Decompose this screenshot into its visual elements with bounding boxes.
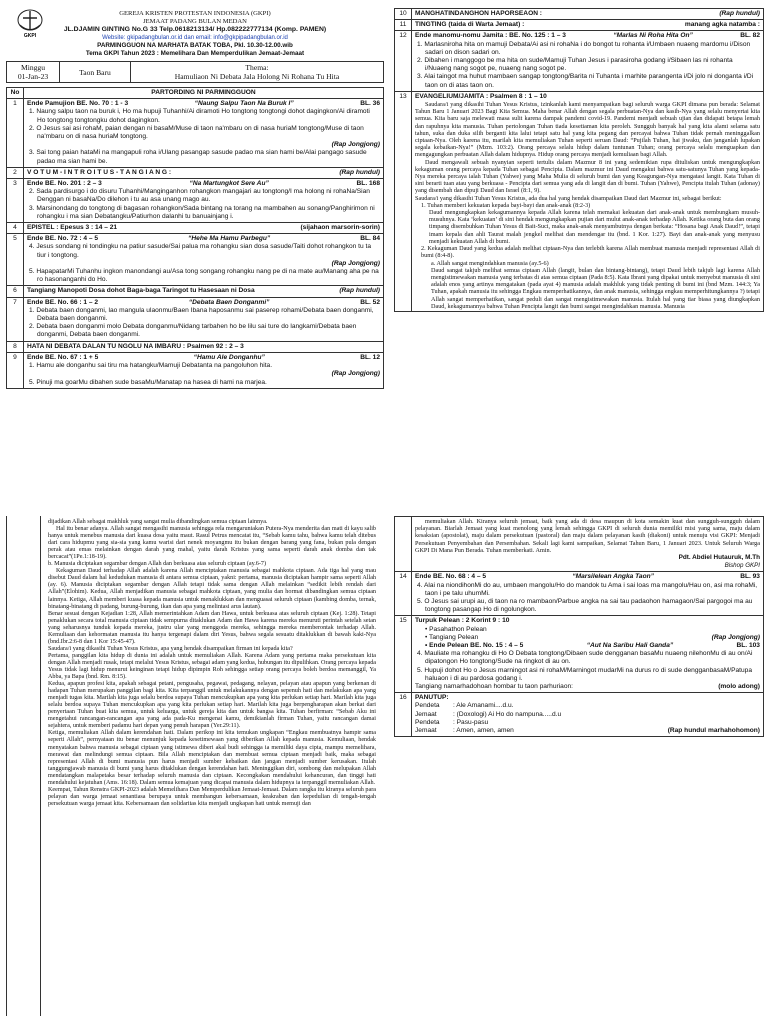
hymn-ref: Ende Pamujion BE. No. 70 : 1 - 3 bbox=[27, 100, 129, 108]
hymn-ref: Ende BE. No. 68 : 4 – 5 bbox=[415, 573, 487, 581]
verse-line: 4. Alai na niondihonMi do au, umbaen mangolu/Ho do mandok tu Ama i sai loas ma mangolu/Hau on, asi ma rohaMi, taon i pe talu uhumMi. bbox=[417, 581, 758, 597]
thema-text: Hamuliaon Ni Debata Jala Holong Ni Rohana Tu Hita bbox=[174, 72, 340, 81]
row-number: 8 bbox=[7, 341, 24, 352]
posture-note: (Rap Jongjong) bbox=[331, 141, 380, 149]
verse-line: 1. Hamu ale donganhu sai tiru ma hatangku/Mamuji Debatanta na pangoluhon hita. bbox=[29, 362, 273, 370]
list-item: • Pasahathon Pelean bbox=[425, 625, 487, 633]
posture-note: (Rap Jongjong) bbox=[331, 370, 380, 378]
sermon-subpoint: a. Allah sangat mengindahkan manusia (ay.5-6) bbox=[431, 259, 549, 267]
verse-line: 1. Naung salpu taon na buruk i, Ho ma hupuji Tuhanhi/Ai diramoti Ho tongtong tongtongi dohot dagingkon/Ai diramoti Ho tongtong tongtongku dohot dagingkon. bbox=[29, 108, 370, 124]
table-row bbox=[7, 167, 384, 178]
table-row bbox=[7, 99, 384, 168]
sermon-paragraph: Saudara/i yang dikasihi Tuhan Yesus Kristus, ada dua hal yang hendak disampaikan Daud dari Mazmur ini, sebagai berikut: bbox=[415, 194, 722, 202]
hymn-bl: BL. 12 bbox=[360, 353, 380, 361]
posture-note: (Rap hundul) bbox=[719, 10, 760, 17]
sermon-paragraph: Keempat, Tahun Renstra GKPI-2023 adalah Memelihara Dan Memperdulikan Jemaat-Jemaat. Dalam rangka itu kiranya seluruh para pelayan dan warga jemaat senantiasa berupaya untuk membangun kebersamaan, keakraban dan kepedulian di tengah-tengah persekutuan warga jemaat kita. Kebersamaan dan solidaritas kita menjadi ungkapan hati untuk memuji dan bbox=[48, 786, 376, 807]
liturgy-table-3 bbox=[394, 516, 764, 737]
posture-note: (Rap hundul marhahohomon) bbox=[667, 727, 760, 735]
hymn-title: “Naung Salpu Taon Na Buruk I” bbox=[194, 100, 294, 108]
preacher-name: Pdt. Abdiel Hutauruk, M.Th bbox=[678, 554, 760, 562]
row-number: 13 bbox=[395, 91, 412, 311]
sermon-body-continued bbox=[6, 516, 384, 808]
sermon-subpoint: b. Manusia diciptakan segambar dengan Allah dan berkuasa atas seluruh ciptaan (ay.6-7) bbox=[48, 561, 267, 568]
posture-note: (Rap hundul) bbox=[339, 168, 380, 176]
speaker-label: Jemaat bbox=[415, 727, 437, 735]
row-number: 5 bbox=[7, 234, 24, 286]
sermon-paragraph: memuliakan Allah. Kiranya seluruh jemaat, baik yang ada di desa maupun di kota semakin kuat dan sungguh-sungguh dalam pelayanan. Biarlah Jemaat yang kuat menolong yang lemah sehingga GKPI di seluruh dunia memiliki misi yang sama, maju dalam kesaksian (apostolat), maju dalam persekutuan (pastoral) dan maju dalam pelayanan kasih (diakoni) untuk menuju visi GKPI: Menjadi Persekutuan Penyembahan dan Persembahan. Sekali lagi kami sampaikan, Selamat Tahun Baru, 1 Januari 2023. Untuk Seluruh Warga GKPI Di Mana Pun Berada. Tuhan memberkati. Amin. bbox=[415, 518, 760, 554]
verse-line: 2. O Jesus sai asi rohaM, paian dengan ni basaM/Muse di taon na'mbaru on di nasa huriaM tongtong/Muse di taon na'mbaru on di nasa huriaM tongtong. bbox=[29, 124, 364, 141]
table-row bbox=[395, 693, 764, 737]
prayer-note: Tangiang namarhadohoan hombar tu taon parhuriaon: bbox=[415, 683, 573, 691]
offering-step: Pasahathon Pelean bbox=[429, 625, 487, 633]
table-row bbox=[395, 31, 764, 91]
hymn-title: “Aut Na Saribu Hali Ganda” bbox=[586, 642, 674, 650]
hymn-title: “Marlas Ni Roha Hita On” bbox=[613, 32, 693, 40]
verse-line: 4. Mauliate ma rohangku di Ho O Debata tongtong/Dibaen sude dengganan basaMu nuaeng nilehonMu di au on/Ai dipatongon Ho tongtong/Sude na ringkot di au on. bbox=[417, 650, 753, 666]
verse-line: 3. Marsinondang do tongtong di bagasan rohangkon/Sada bintang na torang na mambahen au sonang/Panghirimon ni rohangku i ma sian Debatangku/Patiurhon dalanhi tu banuainjang i. bbox=[29, 204, 375, 220]
hymn-bl: BL. 168 bbox=[356, 180, 380, 188]
offering-title: Turpuk Pelean : 2 Korint 9 : 10 bbox=[415, 617, 510, 625]
verse-line: 3. Alai taingot ma huhut mambaen sangap tongtong/Barita ni Tuhanta i marhite parangenta i/Di jolo ni donganta i/Di taon on di atas taon on. bbox=[417, 73, 754, 89]
sermon-paragraph: Ketiga, memuliakan Allah dalam kerendahan hati. Dalam perikop ini kita temukan ungkapan “Engkau membuatnya hampir sama seperti Allah”, pernyataan itu benar menunjuk kepada kesetimewaan yang diberikan Allah kepada manusia. Kemuliaan, hendak menyatakan bahwa manusia sebagai ciptaan yang istimewa diberi akal budi sehingga ia memiliki daya cipta, mampu memelihara, merawat dan melindungi semua ciptaan. Bila Allah menciptakan dan membuat semua ciptaan menjadi baik, maka sebagai representasi Allah di bumi manusia pun harus menjadi sumber kebaikan dan jangan menjadi sumber kerusakan. Itulah tanggungjawab manusia di bumi yang harus ditaklukan dengan kerendahan hati. Meninggikan diri, sombong dan melupakan Allah mendatangkan malapetaka besar terhadap seluruh manusia dan ciptaan. Kecongkakan mendahului kehancuran, dan tinggi hati mendahului kejatuhan (Ams. 16:18). Dalam semua kemajuan yang dicapai manusia dalam hidupnya ia terpanggil memuliakan Allah. bbox=[48, 730, 376, 786]
church-header bbox=[6, 8, 384, 58]
speaker-line: : Ale Amanami....d.u. bbox=[453, 702, 514, 710]
preacher-role: Bishop GKPI bbox=[724, 562, 760, 570]
sermon-paragraph: Benar sesuai dengan Kejadian 1:28, Allah memerintahkan Adam dan Hawa, untuk berkuasa atas seluruh ciptaan (Kej. 1:28). Tetapi penaklukan secara total manusia ciptaan tidak sempurna ditaklukan Adam dan Hawa karena mereka menuruti perintah setelah setan yang seharusnya tunduk kepada mereka, justru ular yang menggoda mereka, sehingga mereka memberontak terhadap Allah. Kemuliaan dan kehormatan manusia itu hanya tergenapi dalam diri Yesus, bahwa segala sesuatu ditaklukkan di bawah kaki-Nya (bnd.Ibr.2:6-8 dan 1 Kor 15:45-47). bbox=[48, 610, 376, 645]
liturgy-item-title: Tangiang Manopoti Dosa dohot Baga-baga Taringot tu Hasesaan ni Dosa bbox=[27, 287, 255, 295]
speaker-label: Pendeta bbox=[415, 702, 440, 710]
table-row bbox=[395, 572, 764, 616]
verse-line: 2. Debata baen donganmi molo Debata donganmu/Nidang tarbahen ho be lilu sai ture do langkami/Debata baen donganmi, Debata baen donganmi. bbox=[29, 323, 357, 339]
verse-line: 1. Marlasniroha hita on mamuji Debata/Ai asi ni rohaNa i do bongot tu rohanta i/Umbaen nuaeng mardomu i/Dison sadari on dison sadari on. bbox=[417, 40, 751, 56]
row-number: 6 bbox=[7, 286, 24, 297]
service-meta-table bbox=[6, 61, 384, 83]
row-number: 15 bbox=[395, 616, 412, 693]
row-number: 14 bbox=[395, 572, 412, 616]
verse-line: 1. Debata baen donganmi, lao mangula ulaonmu/Baen Ibana haposanmu sai paserep rohami/Debata baen donganmi, Debata baen donganmi. bbox=[29, 306, 374, 323]
table-row bbox=[395, 9, 764, 20]
closing-title: PANUTUP: bbox=[415, 694, 449, 702]
hymn-bl: BL. 82 bbox=[740, 32, 760, 40]
liturgy-item-title: MANGHATINDANGHON HAPORSEAON : bbox=[415, 10, 542, 17]
sermon-body bbox=[415, 101, 760, 310]
hymn-ref: Ende Pelean BE. No. 15 : 4 – 5 bbox=[429, 642, 524, 650]
minggu-label: Minggu bbox=[20, 63, 46, 72]
verse-line: 2. Sada pardisurgo i do disuru Tuhanhi/Manginganhon rohangkon mangajari au tongtong/I ma holong ni rohaNa/Sian Denggan ni basaNa/Do dilehon i tu au asa unang mago au. bbox=[29, 188, 370, 204]
table-row bbox=[395, 91, 764, 311]
hymn-bl: BL. 52 bbox=[360, 298, 380, 306]
page-liturgy-1 bbox=[6, 8, 384, 488]
hymn-title: “Marsilelean Angka Taon” bbox=[572, 573, 654, 581]
church-website[interactable]: Website: gkipadangbulan.or.id dan email: info@gkpipadangbulan.or.id bbox=[102, 35, 288, 41]
row-number: 4 bbox=[7, 223, 24, 234]
hymn-title: “Hamu Ale Donganhu” bbox=[193, 353, 265, 361]
hymn-bl: BL. 93 bbox=[740, 573, 760, 581]
sermon-paragraph: Kekaguman Daud terhadap Allah adalah karena Allah menciptakan manusia sebagai mahkota ciptaan. Ada tiga hal yang mau disebut Daud dalam hal kedudukan manusia di antara semua ciptaan, yakni: pertama, manusia diciptakan hampir sama seperti Allah (ay. 6). Manusia diciptakan segambar dengan Allah tetapi tidak sama dengan Allah melainkan “sedikit lebih rendah dari Allah”(Elohim). Kedua, Allah menjadikan manusia sebagai mahkota ciptaan, yang mulia dan hormat dibandingkan semua ciptaan lainnya. Ketiga, Allah memberi kuasa kepada manusia untuk menaklukkan dan menguasai seluruh ciptaan (kambing domba, ternak, binatang-binatang di padang, burung-burung, ikan dan apa yang melintasi arus lautan). bbox=[48, 568, 376, 610]
liturgy-item-title: TINGTING (taida di Warta Jemaat) : bbox=[415, 21, 525, 29]
list-item bbox=[415, 711, 760, 719]
table-row bbox=[395, 517, 764, 572]
thema-label: Thema: bbox=[245, 63, 269, 72]
page-sermon-continued bbox=[6, 516, 384, 1016]
sermon-paragraph: Daud sangat takjub melihat semua ciptaan Allah (langit, bulan dan bintang-bintang), tetapi Daud lebih takjub lagi karena Allah mengistimewakan manusia yang terbatas di atas semua ciptaan (Pada 8:5). Kata Ibrani yang dipakai untuk menyebut manusia di sini adalah enos yang artinya mengatakan (pada ayat 4) manusia adalah makhluk yang tidak penting di bumi ini (bnd Mzm. 144:3; Ya Tuhan, apakah manusia itu sehingga Engkau memperhatikannya, dan anak manusia, sehingga engkau memperhitungkannya ?) tetapi Allah sangat memperhatikan, sangat peduli dan sangat mengistimewakan manusia. Itulah hal yang tiar biasa yang diungkapkan Daud, kekagumannya bahwa Tuhan Pencipta langit dan bumi sangat mengindahkan manusia. Manusia bbox=[431, 266, 760, 310]
posture-note: (Rap hundul) bbox=[339, 287, 380, 295]
row-number: 7 bbox=[7, 297, 24, 341]
posture-note: (Rap Jongjong) bbox=[331, 259, 380, 267]
row-number: 10 bbox=[395, 9, 412, 20]
liturgy-item-title: HATA NI DEBATA DALAN TU NGOLU NA IMBARU : Psalmen 92 : 2 – 3 bbox=[27, 342, 244, 350]
gkpi-logo-icon bbox=[14, 8, 46, 38]
church-name: GEREJA KRISTEN PROTESTAN INDONESIA (GKPI) bbox=[119, 10, 271, 17]
list-item bbox=[415, 702, 760, 710]
speaker-line: : Pasu-pasu bbox=[453, 718, 489, 726]
hymn-ref: Ende manomu-nomu Jamita : BE. No. 125 : 1 – 3 bbox=[415, 32, 566, 40]
verse-line: 2. Dibahen i manggogo be ma hita on sude/Mamuji Tuhan Jesus i parasiroha godang i/Sibaen las ni rohanta i/Nuaeng nang sogot pe, nuaeng nang sogot pe. bbox=[417, 57, 733, 73]
announcement-note: manang agka natamba : bbox=[684, 21, 760, 29]
speaker-label: Pendeta bbox=[415, 718, 440, 726]
hymn-ref: Ende BE. No. 67 : 1 + 5 bbox=[27, 353, 99, 361]
hymn-ref: Ende BE. No. 72 : 4 – 5 bbox=[27, 235, 99, 243]
hymn-title: “Debata Baen Donganmi” bbox=[188, 298, 270, 306]
table-row bbox=[7, 223, 384, 234]
posture-note: (sijahaon marsorin-sorin) bbox=[300, 224, 380, 232]
row-number: 9 bbox=[7, 352, 24, 388]
service-info: PARMINGGUON NA MARHATA BATAK TOBA, Pkl. 10.30-12.00.wib bbox=[97, 42, 293, 49]
verse-line: 3. Sai tong paian hataMi na mangapuli roha i/Ulang pasangap sasude padao ma sian hami be/Alai pangago sasude padao ma sian hami be. bbox=[29, 149, 367, 165]
congregation-name: JEMAAT PADANG BULAN MEDAN bbox=[143, 18, 247, 25]
row-number: 1 bbox=[7, 99, 24, 168]
verse-line: 5. Hupuji dohot Ho o Jesus marningot asi ni rohaM/Marningot mudarMi na durus ro di sude dengganbasaM/Patupa haluaon i di au pardosa godang i. bbox=[417, 666, 753, 682]
church-address: JL.DJAMIN GINTING No.G 33 Telp.0618213134/ Hp.082222777134 (Komp. PAMEN) bbox=[63, 26, 327, 33]
table-row bbox=[7, 286, 384, 297]
sermon-paragraph: Hal itu benar adanya. Allah sangat mengasihi manusia sehingga rela mengaruniakan Putera-Nya menderita dan mati di kayu salib hanya untuk menebus manusia dari kuasa dosa yaitu maut. Rasul Petrus mencatat itu, “Sebab kamu tahu, bahwa kamu telah ditebus dari cara hidupmu yang sia-sia yang kamu warisi dari nenek moyangmu itu bukan dengan barang yang fana, bukan pula dengan perak atau emas melainkan dengan darah yang mahal, yaitu darah Kristus yang sama seperti darah anak domba dan tak bercacat”(1Pe.1:18-19). bbox=[48, 526, 376, 561]
row-number: 3 bbox=[7, 179, 24, 223]
page-liturgy-2 bbox=[394, 8, 764, 488]
list-item bbox=[415, 719, 760, 727]
row-number: 11 bbox=[395, 20, 412, 31]
speaker-line: : Amen, amen, amen bbox=[453, 727, 514, 735]
sermon-paragraph: Saudara/i yang dikasihi Tuhan Yesus Kristus, izinkanlah kami menyampaikan bagi seluruh warga GKPI dimana pun berada: Selamat Tahun Baru 1 Januari 2023 Bagi Kita Semua. Maha benar Allah dengan segala perbuatan-Nya dan kasih-Nya yang selalu menyertai kita semua. Kita baru saja melewati masa sulit karena dampak pandemi covid-19. Pandemi menjadi sebuah ujian dan didapati betapa lemah dan rapuhnya kita manusia. Tuhan pertolongan Tuhan tiada kesetiaman kita peroleh. Sungguh banyak hal yang kita alami selama satu tahun, suka dan duka silih berganti kita lalui tetapi satu hal yang kita pegang dan percayai bahwa Tuhan tidak pernah meninggalkan ciptaan-Nya. Oleh karena itu, marilah kita memuliakan Tuhan seperti seruan Daud: “Pujilah Tuhan, hai jiwaku, dan janganlah lupakan segala kebaikan-Nya!” (Mzm. 103:2). Orang percaya selalu hidup dalam tuntunan Tuhan; orang percaya selalu menguapkan dan mengagungkan perbuatan Allah dalam hidupnya. Hidup orang percaya menjadi kemuliaan bagi Allah. bbox=[415, 101, 760, 159]
hymn-bl: BL. 103 bbox=[736, 642, 760, 650]
hymn-bl: BL. 36 bbox=[360, 100, 380, 108]
sunday-name: Taon Baru bbox=[60, 62, 131, 83]
hymn-title: “Na Martungkot Sere Au” bbox=[189, 180, 269, 188]
row-number: 2 bbox=[7, 167, 24, 178]
page-liturgy-3 bbox=[394, 516, 764, 1016]
hymn-bl: BL. 84 bbox=[360, 235, 380, 243]
sermon-paragraph: Kedua, apapun profesi kita, apakah sebagai petani, pengusaha, pegawai, pedagang, nelayan, pelayan atau apapun yang berkenan di hadapan Tuhan merupakan panggilan bagi kita. Kita terpanggil untuk melakukannya dengan sepenuh hati dan melakukan apa yang menjadi tugas kita. Marilah kita juga selalu berdoa supaya Tuhan mencukupkan apa yang kita perlukan setiap hari. Marilah kita juga selalu berdoa supaya Tuhan mencukupkan apa yang kita perlukan setiap hari. Marilah kita juga berpengharapan akan berkat dari penyertaan Tuhan buat kita semua, untuk keluarga, untuk gereja kita dan untuk bangsa kita. Tuhan berfirman: “Sebab Aku ini mengetahui rancangan-rancangan apa yang ada pada-Ku mengenai kamu, demikianlah firman Tuhan, yaitu rancangan damai sejahtera, untuk memberi padamu hari depan yang penuh harapan (Yer.29:11). bbox=[48, 681, 376, 730]
liturgy-item-title: EPISTEL : Epesus 3 : 14 – 21 bbox=[27, 224, 118, 232]
sermon-paragraph: Pertama, panggilan kita hidup di dunia ini adalah untuk memuliakan Allah. Karena Adam yang pertama maka persekutuan kita dengan Allah menjadi rusak, tetapi melalui Yesus Kristus, sebagai adam yang kedua, hubungan itu dipulihkan. Orang percaya kepada Yesus tidak lagi hidup menurut keinginan tetapi hidup dipimpin Roh sehingga setiap orang percaya boleh berdoa memanggil, Ya Abba, ya Bapa (bnd. Rm. 8:15). bbox=[48, 652, 376, 681]
hymn-ref: Ende BE. No. 201 : 2 – 3 bbox=[27, 180, 102, 188]
table-row bbox=[7, 297, 384, 341]
list-item bbox=[415, 727, 760, 735]
liturgy-table bbox=[6, 87, 384, 389]
col-no-header: No bbox=[7, 88, 24, 99]
sermon-closing bbox=[415, 518, 760, 554]
table-row bbox=[7, 341, 384, 352]
verse-line: 5. O Jesus sai urupi au, di taon na ro mambaon/Parbue angka na sai tau padaohon hamagaon/Sai pargogoi ma au tongtong pasangap Ho di ngolungkon. bbox=[417, 598, 753, 614]
year-theme: Tema GKPI Tahun 2023 : Memelihara Dan Memperdulikan Jemaat-Jemaat bbox=[85, 50, 305, 57]
sermon-point: 1. Tuhan memberi kekuatan kepada bayi-bayi dan anak-anak (8:2-3) bbox=[421, 201, 591, 209]
sermon-paragraph: Daud mengungkapkan kekagumannya kepada Allah karena telah memakai kekuatan dari anak-anak untuk membungkam musuh-musuhnya. Kata ‘kekuatan’ di sini hendak mengungkapkan pujian dari mulut anak-anak terhadap Allah. Ketika orang buta dan orang timpang disembuhkan Tuhan Yesus di Bait-Suci, maka anak-anak menyambutnya dengan berkata: “Hosana bagi Anak Daud!”, tetapi imam kepala dan ahli Taurat malah jengkel melihat dan mendengar itu (bnd. 1 Kor. 1:27). Bayi dan anak-anak yang menyusu menjadi kekuatan Allah di bumi. bbox=[429, 209, 760, 245]
row-number: 16 bbox=[395, 693, 412, 737]
table-row bbox=[7, 352, 384, 388]
speaker-line: : (Doxologi) Ai Ho do nampuna.....d.u bbox=[453, 710, 562, 718]
speaker-label: Jemaat bbox=[415, 710, 437, 718]
list-item: • Tangiang Pelean (Rap Jongjong) bbox=[425, 633, 760, 641]
list-item: • Ende Pelean BE. No. 15 : 4 – 5 “Aut Na Saribu Hali Ganda” BL. 103 bbox=[425, 642, 760, 650]
verse-line: 4. Jesus sondang ni tondingku na patiur sasude/Sai palua ma rohangku sian dosa sasude/Taiti dohot rohangkon tu ta tiur i tongtong. bbox=[29, 243, 372, 259]
offering-step: Tangiang Pelean bbox=[429, 633, 479, 641]
sermon-paragraph: Saudara/i yang dikasihi Tuhan Yesus Kristus, apa yang hendak disampaikan firman ini kepada kita? bbox=[48, 645, 293, 652]
posture-note: (Rap Jongjong) bbox=[711, 633, 760, 641]
sermon-paragraph: Daud mengawali sebuah nyanyian seperti tertulis dalam Mazmur 8 ini yang sedemikian rupa dituliskan untuk mengungkapkan kekaguman orang percaya kepada Tuhan sebagai Pencipta. Dalam mazmur ini Daud mengakui bahwa satu-satunya Tuhan yang kepada-Nya mereka percaya ialah Tuhan (Yahwe) yang Maha Mulia di seluruh bumi dan yang Keagungan-Nya mengatasi langit. Kata Tuhan di sini berarti tuan atau yang berkuasa - Pencipta dari semua yang ada di langit dan di bumi. Tuhan (Yahwe), Pencipta itulah Tuhan (adonay) yang disembah dan dipuji Daud dan Israel (8:1, 9). bbox=[415, 158, 760, 195]
table-row bbox=[7, 179, 384, 223]
service-date: 01-Jan-23 bbox=[17, 72, 49, 81]
table-row bbox=[395, 20, 764, 31]
verse-line: 5. Pinuji ma goarMu dibahen sude basaMu/Manatap na hasea di hami na marjea. bbox=[29, 378, 267, 386]
liturgy-table-2 bbox=[394, 8, 764, 312]
sermon-point: 2. Kekaguman Daud yang kedua adalah melihat ciptaan-Nya dan terlebih karena Allah membuat manusia menjadi representasi Allah di bumi (8:4-8). bbox=[421, 245, 760, 260]
hymn-title: “Hehe Ma Hamu Parbegu” bbox=[188, 235, 271, 243]
table-row bbox=[395, 616, 764, 693]
hymn-ref: Ende BE. No. 66 : 1 – 2 bbox=[27, 298, 99, 306]
verse-line: 5. HapapatarMi Tuhanhu ingkon manondangi au/Asa tong songang rohangku nang pe di na mate au/Manang aha pe na ro hasonanganhi do Ho. bbox=[29, 268, 379, 284]
liturgy-item-title: V O T U M - I N T R O I T U S - T A N G I A N G : bbox=[27, 168, 172, 176]
table-row bbox=[7, 234, 384, 286]
posture-note: (molo adong) bbox=[718, 683, 760, 691]
col-title-header: PARTORDING NI PARMINGGUON bbox=[24, 88, 384, 99]
sermon-paragraph: dijadikan Allah sebagai makhluk yang sangat mulia dibandingkan semua ciptaan lainnya. bbox=[48, 519, 268, 525]
sermon-title: EVANGELIUM/JAMITA : Psalmen 8 : 1 – 10 bbox=[415, 92, 547, 100]
svg-text:GKPI: GKPI bbox=[23, 33, 37, 38]
row-number: 12 bbox=[395, 31, 412, 91]
